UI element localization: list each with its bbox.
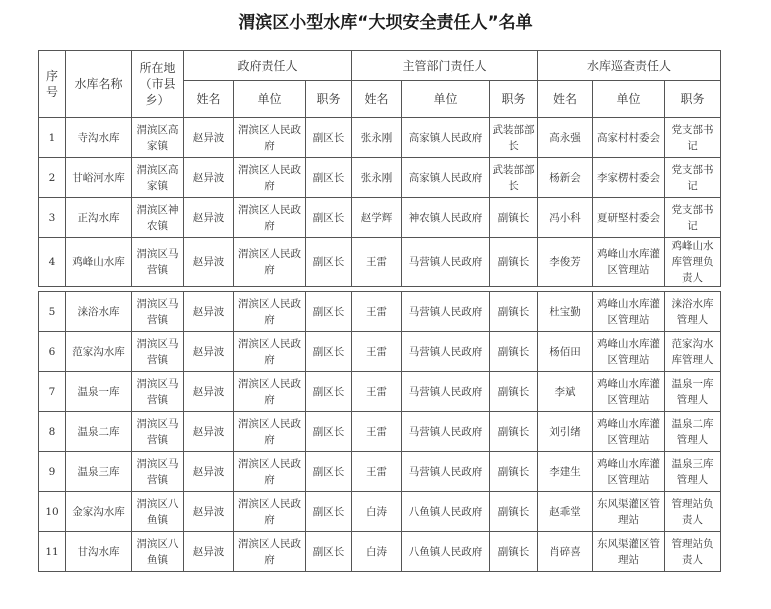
cell-patrol-name: 赵乖堂 (538, 492, 593, 532)
cell-seq: 1 (39, 118, 66, 158)
cell-gov-unit: 渭滨区人民政府 (234, 332, 306, 372)
cell-seq: 7 (39, 372, 66, 412)
cell-dept-unit: 马营镇人民政府 (402, 452, 490, 492)
cell-seq: 9 (39, 452, 66, 492)
cell-dept-role: 副镇长 (490, 372, 538, 412)
header-dept-responsible: 主管部门责任人 (352, 51, 538, 81)
cell-patrol-unit: 夏研堅村委会 (593, 198, 665, 238)
cell-reservoir-name: 温泉一库 (66, 372, 132, 412)
cell-dept-unit: 高家镇人民政府 (402, 158, 490, 198)
cell-dept-role: 副镇长 (490, 412, 538, 452)
table-row (39, 158, 721, 198)
header-dept-name: 姓名 (352, 81, 402, 118)
cell-dept-role: 副镇长 (490, 198, 538, 238)
cell-gov-role: 副区长 (306, 118, 352, 158)
cell-dept-unit: 马营镇人民政府 (402, 412, 490, 452)
table-body-part1 (39, 118, 721, 287)
cell-patrol-role: 温泉一库管理人 (665, 372, 721, 412)
cell-patrol-unit: 鸡峰山水库灌区管理站 (593, 452, 665, 492)
cell-gov-role: 副区长 (306, 332, 352, 372)
cell-gov-name: 赵异波 (184, 198, 234, 238)
cell-patrol-unit: 东风渠灌区管理站 (593, 492, 665, 532)
cell-reservoir-name: 正沟水库 (66, 198, 132, 238)
cell-reservoir-name: 温泉二库 (66, 412, 132, 452)
cell-reservoir-name: 寺沟水库 (66, 118, 132, 158)
table-row (39, 412, 721, 452)
cell-dept-role: 副镇长 (490, 238, 538, 287)
cell-gov-role: 副区长 (306, 532, 352, 572)
cell-gov-role: 副区长 (306, 198, 352, 238)
cell-reservoir-name: 鸡峰山水库 (66, 238, 132, 287)
cell-dept-unit: 马营镇人民政府 (402, 292, 490, 332)
header-location: 所在地（市县乡） (132, 51, 184, 118)
cell-dept-name: 白涛 (352, 492, 402, 532)
cell-location: 渭滨区马营镇 (132, 332, 184, 372)
cell-seq: 5 (39, 292, 66, 332)
table-row (39, 492, 721, 532)
cell-dept-unit: 马营镇人民政府 (402, 372, 490, 412)
table-row (39, 198, 721, 238)
cell-location: 渭滨区马营镇 (132, 292, 184, 332)
cell-gov-unit: 渭滨区人民政府 (234, 292, 306, 332)
cell-seq: 8 (39, 412, 66, 452)
table-row (39, 118, 721, 158)
cell-gov-name: 赵异波 (184, 452, 234, 492)
cell-seq: 3 (39, 198, 66, 238)
cell-seq: 10 (39, 492, 66, 532)
table-body-part2 (39, 292, 721, 572)
cell-gov-unit: 渭滨区人民政府 (234, 118, 306, 158)
cell-gov-role: 副区长 (306, 492, 352, 532)
cell-dept-role: 武装部部长 (490, 118, 538, 158)
cell-location: 渭滨区马营镇 (132, 372, 184, 412)
cell-gov-name: 赵异波 (184, 332, 234, 372)
cell-patrol-role: 温泉三库管理人 (665, 452, 721, 492)
cell-patrol-unit: 鸡峰山水库灌区管理站 (593, 292, 665, 332)
cell-dept-unit: 神农镇人民政府 (402, 198, 490, 238)
cell-patrol-name: 杨新会 (538, 158, 593, 198)
cell-reservoir-name: 甘峪河水库 (66, 158, 132, 198)
cell-dept-name: 王雷 (352, 238, 402, 287)
cell-dept-role: 副镇长 (490, 532, 538, 572)
cell-gov-name: 赵异波 (184, 158, 234, 198)
cell-reservoir-name: 范家沟水库 (66, 332, 132, 372)
cell-patrol-unit: 鸡峰山水库灌区管理站 (593, 332, 665, 372)
cell-location: 渭滨区神农镇 (132, 198, 184, 238)
cell-gov-unit: 渭滨区人民政府 (234, 158, 306, 198)
cell-gov-role: 副区长 (306, 412, 352, 452)
cell-gov-role: 副区长 (306, 372, 352, 412)
cell-location: 渭滨区马营镇 (132, 412, 184, 452)
cell-dept-name: 王雷 (352, 332, 402, 372)
header-patrol-role: 职务 (665, 81, 721, 118)
cell-dept-role: 副镇长 (490, 452, 538, 492)
cell-gov-unit: 渭滨区人民政府 (234, 238, 306, 287)
table-row (39, 452, 721, 492)
header-reservoir-name: 水库名称 (66, 51, 132, 118)
header-patrol-responsible: 水库巡查责任人 (538, 51, 721, 81)
table-row (39, 238, 721, 287)
cell-patrol-role: 管理站负责人 (665, 532, 721, 572)
cell-dept-name: 王雷 (352, 292, 402, 332)
header-patrol-name: 姓名 (538, 81, 593, 118)
cell-gov-unit: 渭滨区人民政府 (234, 412, 306, 452)
cell-patrol-role: 温泉二库管理人 (665, 412, 721, 452)
cell-reservoir-name: 涞浴水库 (66, 292, 132, 332)
cell-gov-role: 副区长 (306, 292, 352, 332)
reservoir-table-part2 (38, 291, 721, 572)
header-gov-unit: 单位 (234, 81, 306, 118)
cell-dept-unit: 马营镇人民政府 (402, 238, 490, 287)
cell-patrol-name: 杜宝勤 (538, 292, 593, 332)
header-gov-responsible: 政府责任人 (184, 51, 352, 81)
cell-location: 渭滨区高家镇 (132, 158, 184, 198)
cell-reservoir-name: 甘沟水库 (66, 532, 132, 572)
cell-patrol-unit: 东风渠灌区管理站 (593, 532, 665, 572)
cell-gov-name: 赵异波 (184, 532, 234, 572)
header-patrol-unit: 单位 (593, 81, 665, 118)
page-title: 渭滨区小型水库“大坝安全责任人”名单 (238, 13, 533, 33)
header-dept-unit: 单位 (402, 81, 490, 118)
cell-dept-role: 武装部部长 (490, 158, 538, 198)
cell-dept-name: 白涛 (352, 532, 402, 572)
header-dept-role: 职务 (490, 81, 538, 118)
cell-location: 渭滨区马营镇 (132, 452, 184, 492)
cell-patrol-unit: 李家楞村委会 (593, 158, 665, 198)
cell-dept-role: 副镇长 (490, 492, 538, 532)
table-row (39, 372, 721, 412)
cell-patrol-role: 鸡峰山水库管理负责人 (665, 238, 721, 287)
cell-patrol-name: 李斌 (538, 372, 593, 412)
cell-patrol-name: 冯小科 (538, 198, 593, 238)
cell-patrol-name: 李建生 (538, 452, 593, 492)
cell-location: 渭滨区高家镇 (132, 118, 184, 158)
cell-dept-unit: 马营镇人民政府 (402, 332, 490, 372)
header-gov-name: 姓名 (184, 81, 234, 118)
cell-patrol-name: 高永强 (538, 118, 593, 158)
table-row (39, 332, 721, 372)
header-gov-role: 职务 (306, 81, 352, 118)
cell-seq: 2 (39, 158, 66, 198)
table-row (39, 292, 721, 332)
cell-patrol-unit: 鸡峰山水库灌区管理站 (593, 372, 665, 412)
cell-dept-role: 副镇长 (490, 332, 538, 372)
cell-patrol-role: 党支部书记 (665, 158, 721, 198)
cell-patrol-role: 管理站负责人 (665, 492, 721, 532)
cell-gov-name: 赵异波 (184, 238, 234, 287)
cell-patrol-name: 刘引绪 (538, 412, 593, 452)
cell-location: 渭滨区马营镇 (132, 238, 184, 287)
cell-patrol-name: 杨佰田 (538, 332, 593, 372)
cell-gov-unit: 渭滨区人民政府 (234, 532, 306, 572)
cell-reservoir-name: 温泉三库 (66, 452, 132, 492)
cell-seq: 6 (39, 332, 66, 372)
cell-dept-unit: 八鱼镇人民政府 (402, 492, 490, 532)
cell-gov-unit: 渭滨区人民政府 (234, 372, 306, 412)
cell-seq: 4 (39, 238, 66, 287)
cell-location: 渭滨区八鱼镇 (132, 532, 184, 572)
cell-patrol-name: 肖碎喜 (538, 532, 593, 572)
cell-gov-role: 副区长 (306, 158, 352, 198)
cell-gov-unit: 渭滨区人民政府 (234, 452, 306, 492)
cell-dept-name: 王雷 (352, 412, 402, 452)
cell-dept-name: 赵学辉 (352, 198, 402, 238)
cell-gov-role: 副区长 (306, 238, 352, 287)
cell-seq: 11 (39, 532, 66, 572)
cell-reservoir-name: 金家沟水库 (66, 492, 132, 532)
cell-patrol-role: 党支部书记 (665, 198, 721, 238)
cell-patrol-role: 涞浴水库管理人 (665, 292, 721, 332)
cell-dept-role: 副镇长 (490, 292, 538, 332)
cell-gov-name: 赵异波 (184, 412, 234, 452)
cell-patrol-unit: 高家村村委会 (593, 118, 665, 158)
cell-gov-name: 赵异波 (184, 292, 234, 332)
cell-patrol-unit: 鸡峰山水库灌区管理站 (593, 412, 665, 452)
cell-gov-unit: 渭滨区人民政府 (234, 198, 306, 238)
cell-gov-name: 赵异波 (184, 492, 234, 532)
cell-gov-role: 副区长 (306, 452, 352, 492)
cell-location: 渭滨区八鱼镇 (132, 492, 184, 532)
cell-patrol-role: 党支部书记 (665, 118, 721, 158)
cell-dept-unit: 高家镇人民政府 (402, 118, 490, 158)
cell-gov-name: 赵异波 (184, 118, 234, 158)
cell-gov-name: 赵异波 (184, 372, 234, 412)
cell-dept-name: 张永刚 (352, 118, 402, 158)
cell-dept-name: 张永刚 (352, 158, 402, 198)
cell-gov-unit: 渭滨区人民政府 (234, 492, 306, 532)
table-row (39, 532, 721, 572)
cell-dept-unit: 八鱼镇人民政府 (402, 532, 490, 572)
cell-dept-name: 王雷 (352, 452, 402, 492)
cell-patrol-unit: 鸡峰山水库灌区管理站 (593, 238, 665, 287)
header-seq: 序号 (39, 51, 66, 118)
cell-patrol-role: 范家沟水库管理人 (665, 332, 721, 372)
reservoir-table-part1 (38, 50, 721, 287)
cell-dept-name: 王雷 (352, 372, 402, 412)
cell-patrol-name: 李俊芳 (538, 238, 593, 287)
